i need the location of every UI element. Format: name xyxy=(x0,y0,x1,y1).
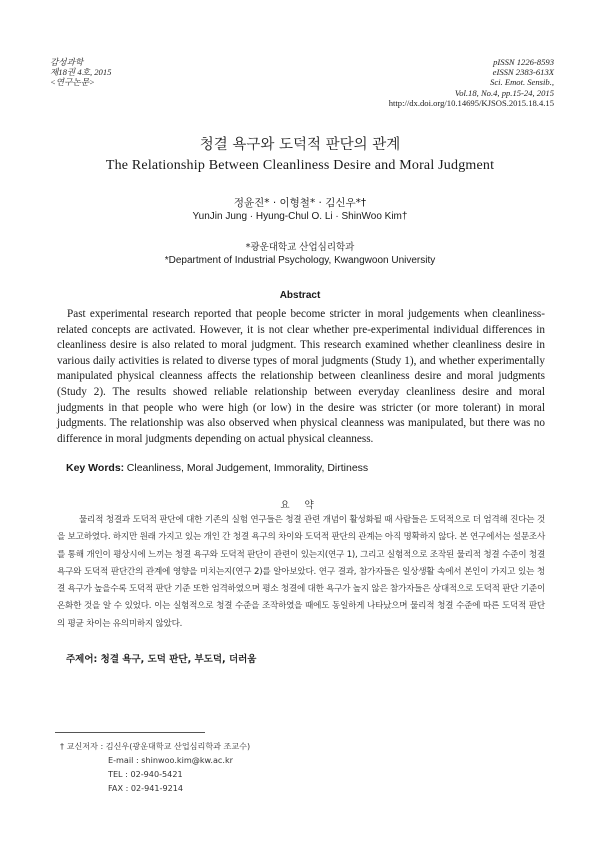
affiliation-english: *Department of Industrial Psychology, Kwangwoon University xyxy=(164,255,436,266)
pissn: pISSN 1226-8593 xyxy=(493,57,554,67)
title-korean: 청결 욕구와 도덕적 판단의 관계 xyxy=(199,137,401,153)
volume-pages: Vol.18, No.4, pp.15-24, 2015 xyxy=(454,87,554,98)
author-email[interactable]: E-mail : shinwoo.kim@kw.ac.kr xyxy=(108,755,233,765)
journal-name: 감성과학 xyxy=(50,57,84,67)
corresponding-author: † 교신저자 : 김신우(광운대학교 산업심리학과 조교수) xyxy=(60,741,251,751)
summary-body: 물리적 청결과 도덕적 판단에 대한 기존의 실험 연구들은 청결 관련 개념이 활성화될 때 사람들은 도덕적으로 더 엄격해 진다는 것을 보고하였다. 하지만 원래 가지고 있는 개인 간 청결 욕구의 차이와 도덕적 판단의 관계는 아직 명확하지 않다. 본 연구에서는 설문조사를 통해 개인이 평상시에 느끼는 청결 욕구와 도덕적 판단이 관련이 있는지(연구 1), 그리고 실험적으로 조작된 물리적 청결 수준이 청결 욕구와 도덕적 판단간의 관계에 영향을 미치는지(연구 2)를 알아보았다. 연구 결과, 참가자들은 일상생활 속에서 본인이 가지고 있는 청결 욕구가 높을수록 도덕적 판단 기준 또한 엄격하였으며 평소 청결에 대한 욕구가 높지 않은 참가자들은 상대적으로 도덕적 판단 기준이 온화한 것을 알 수 있었다. 이는 실험적으로 청결 수준을 조작하였을 때에도 동일하게 나타났으며 물리적 청결 수준에 따른 도덕적 판단의 평균 차이는 유의미하지 않았다. xyxy=(57,515,545,629)
author-tel: TEL : 02-940-5421 xyxy=(108,769,183,779)
keywords xyxy=(66,462,546,474)
article-type: <연구논문> xyxy=(50,77,95,88)
doi-link[interactable]: http://dx.doi.org/10.14695/KJSOS.2015.18.4.15 xyxy=(388,97,554,108)
author-fax: FAX : 02-941-9214 xyxy=(108,783,184,793)
footnote-divider xyxy=(55,732,205,733)
authors-korean: 정윤진* · 이형철* · 김신우*† xyxy=(233,197,367,209)
authors-english: YunJin Jung · Hyung-Chul O. Li · ShinWoo Kim† xyxy=(192,211,408,222)
journal-header-left xyxy=(50,57,111,88)
journal-volume: 제18권 4호, 2015 xyxy=(50,67,112,78)
korean-keywords: 주제어: 청결 욕구, 도덕 판단, 부도덕, 더러움 xyxy=(66,654,257,665)
affiliation-korean: *광운대학교 산업심리학과 xyxy=(245,242,355,253)
title-english: The Relationship Between Cleanliness Desire and Moral Judgment xyxy=(105,158,495,173)
abstract-body: Past experimental research reported that people become stricter in moral judgements when cleanliness-related concepts are activated. However, it is not clear whether pre-experimental individual differences in cleanliness desire is also related to moral judgment. This research examined whether cleanliness desire in various daily activities is related to diverse types of moral judgments (Study 1), and whether experimentally manipulated physical cleanness affects the relationship between cleanliness desire and moral judgments (Study 2). The results showed reliable relationship between everyday cleanliness desire and moral judgments in that people who were high (or low) in the desire was stricter (or more tolerant) in moral judgments. The relationship was also observed when physical cleanness was manipulated, but there was no difference in moral judgments depending on actual physical cleanness. xyxy=(57,308,545,445)
journal-abbrev: Sci. Emot. Sensib., xyxy=(490,77,554,88)
abstract-heading: Abstract xyxy=(279,290,321,301)
summary-heading: 요 약 xyxy=(280,500,320,511)
keywords-label: Key Words: xyxy=(66,462,125,474)
footnote xyxy=(60,739,250,795)
journal-header-right xyxy=(389,57,554,108)
keywords-list: Cleanliness, Moral Judgement, Immorality, Dirtiness xyxy=(126,462,369,474)
eissn: eISSN 2383-613X xyxy=(492,67,554,78)
